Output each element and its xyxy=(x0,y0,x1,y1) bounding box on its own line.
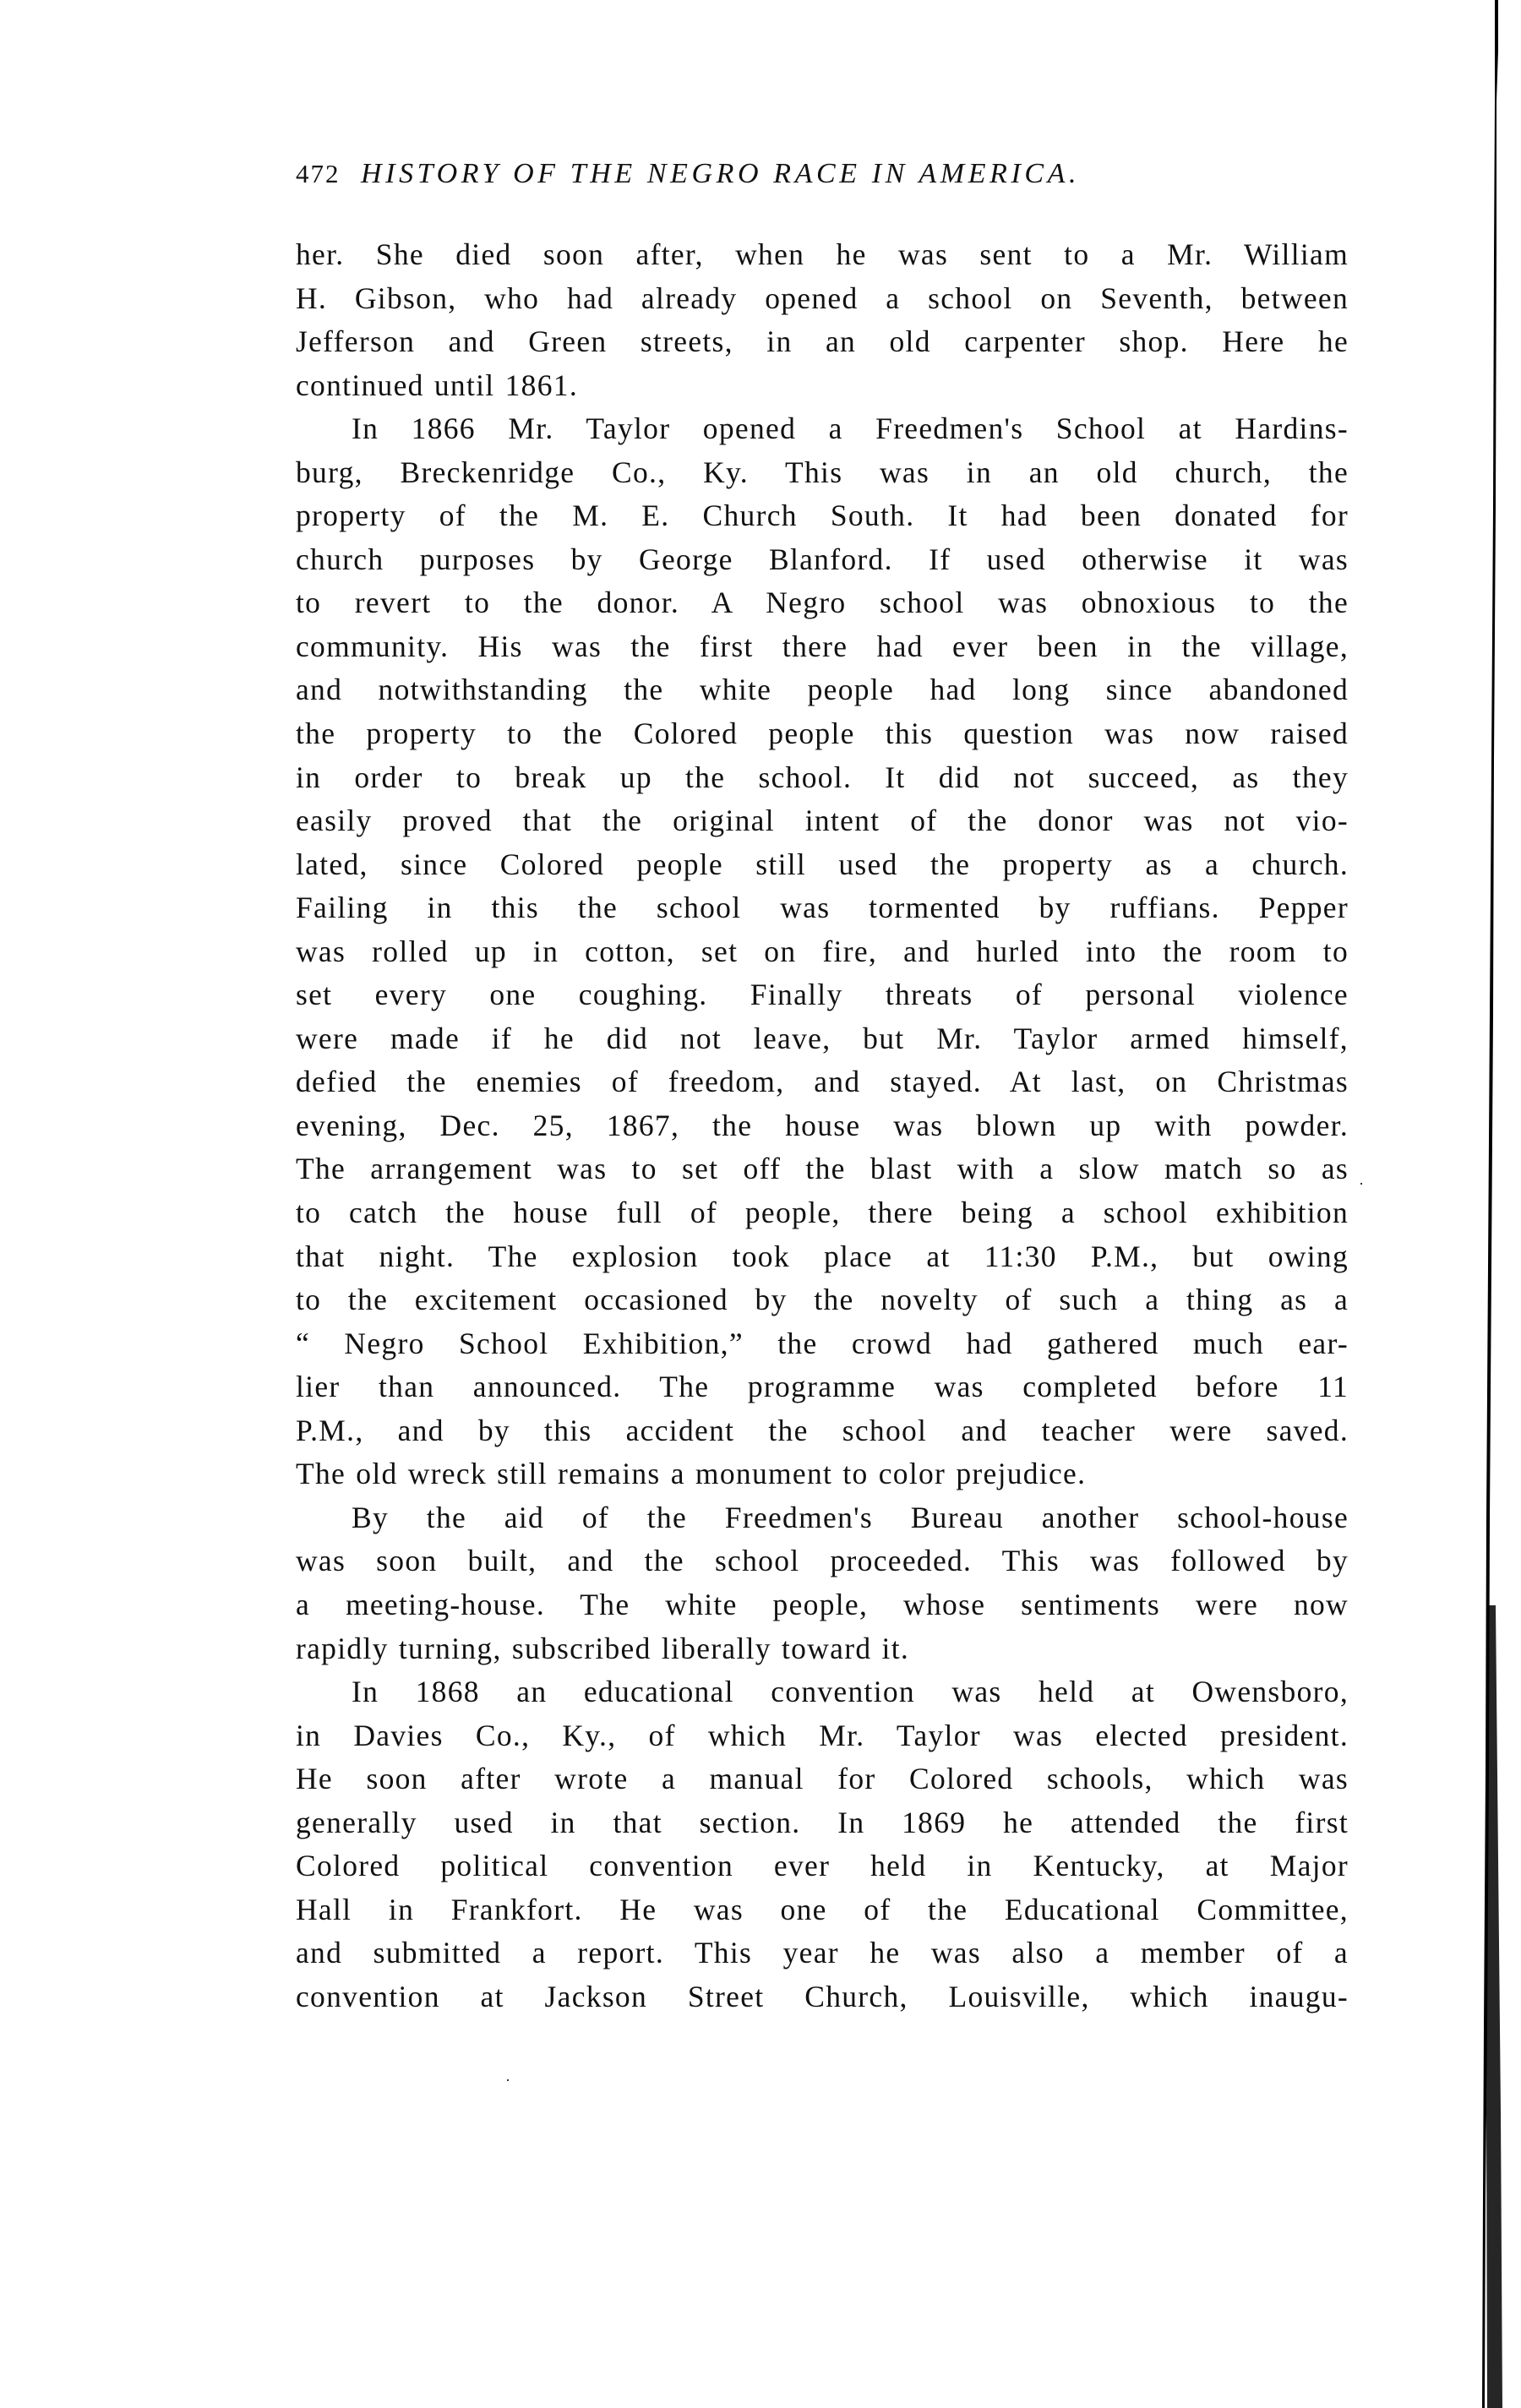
text-line: The old wreck still remains a monument to color prejudice. xyxy=(296,1457,1087,1491)
text-line: community. His was the first there had ever been in the village, xyxy=(296,629,1349,663)
scan-speck xyxy=(507,2079,509,2081)
text-line: In 1868 an educational convention was held at Owensboro, xyxy=(352,1675,1349,1709)
text-line: By the aid of the Freedmen's Bureau another school-house xyxy=(352,1500,1349,1534)
text-line: that night. The explosion took place at 11:30 P.M., but owing xyxy=(296,1239,1349,1273)
text-line: Colored political convention ever held in Kentucky, at Major xyxy=(296,1849,1349,1883)
text-line: continued until 1861. xyxy=(296,368,579,402)
text-line: a meeting-house. The white people, whose sentiments were now xyxy=(296,1587,1349,1621)
text-line: Jefferson and Green streets, in an old carpenter shop. Here he xyxy=(296,324,1349,359)
text-line: to catch the house full of people, there being a school exhibition xyxy=(296,1196,1349,1230)
text-line: in order to break up the school. It did not succeed, as they xyxy=(296,760,1349,794)
text-line: was rolled up in cotton, set on fire, and hurled into the room to xyxy=(296,934,1349,968)
text-line: in Davies Co., Ky., of which Mr. Taylor was elected president. xyxy=(296,1718,1349,1752)
running-head xyxy=(296,157,1352,191)
text-line: lated, since Colored people still used the property as a church. xyxy=(296,847,1349,881)
text-line: P.M., and by this accident the school and teacher were saved. xyxy=(296,1413,1349,1447)
text-line: evening, Dec. 25, 1867, the house was blown up with powder. xyxy=(296,1108,1349,1142)
text-line: and submitted a report. This year he was also a member of a xyxy=(296,1936,1349,1970)
text-line: generally used in that section. In 1869 he attended the first xyxy=(296,1805,1349,1839)
text-line: lier than announced. The programme was completed before 11 xyxy=(296,1370,1349,1404)
paragraph-1 xyxy=(296,233,1349,407)
text-line: He soon after wrote a manual for Colored schools, which was xyxy=(296,1762,1349,1796)
body-text xyxy=(296,233,1349,2018)
running-head-title: HISTORY OF THE NEGRO RACE IN AMERICA. xyxy=(361,158,1081,189)
text-line: to the excitement occasioned by the novelty of such a thing as a xyxy=(296,1283,1349,1317)
text-line: burg, Breckenridge Co., Ky. This was in an old church, the xyxy=(296,455,1349,489)
text-line: In 1866 Mr. Taylor opened a Freedmen's School at Hardins- xyxy=(352,411,1349,446)
text-line: easily proved that the original intent of the donor was not vio- xyxy=(296,804,1349,838)
text-line: set every one coughing. Finally threats of personal violence xyxy=(296,978,1349,1012)
text-line: convention at Jackson Street Church, Louisville, which inaugu- xyxy=(296,1979,1349,2013)
text-line: Failing in this the school was tormented by ruffians. Pepper xyxy=(296,891,1349,925)
text-line: was soon built, and the school proceeded. This was followed by xyxy=(296,1544,1349,1578)
text-line: defied the enemies of freedom, and stayed. At last, on Christmas xyxy=(296,1065,1349,1099)
text-line: church purposes by George Blanford. If used otherwise it was xyxy=(296,542,1349,576)
text-line: “ Negro School Exhibition,” the crowd had gathered much ear- xyxy=(296,1326,1349,1360)
paragraph-3 xyxy=(296,1496,1349,1670)
text-line: the property to the Colored people this question was now raised xyxy=(296,716,1349,751)
text-line: her. She died soon after, when he was sent to a Mr. William xyxy=(296,237,1349,271)
text-line: H. Gibson, who had already opened a school on Seventh, between xyxy=(296,281,1349,315)
text-line: property of the M. E. Church South. It had been donated for xyxy=(296,498,1349,533)
text-line: and notwithstanding the white people had long since abandoned xyxy=(296,673,1349,707)
paragraph-2 xyxy=(296,407,1349,1496)
text-line: to revert to the donor. A Negro school was obnoxious to the xyxy=(296,586,1349,620)
scan-speck xyxy=(1360,1183,1362,1185)
binding-shadow xyxy=(1470,0,1521,2408)
text-line: Hall in Frankfort. He was one of the Educational Committee, xyxy=(296,1892,1349,1926)
text-line: rapidly turning, subscribed liberally toward it. xyxy=(296,1631,910,1665)
page-number: 472 xyxy=(296,159,341,188)
text-line: were made if he did not leave, but Mr. Taylor armed himself, xyxy=(296,1021,1349,1055)
text-line: The arrangement was to set off the blast with a slow match so as xyxy=(296,1152,1349,1186)
paragraph-4 xyxy=(296,1670,1349,2018)
